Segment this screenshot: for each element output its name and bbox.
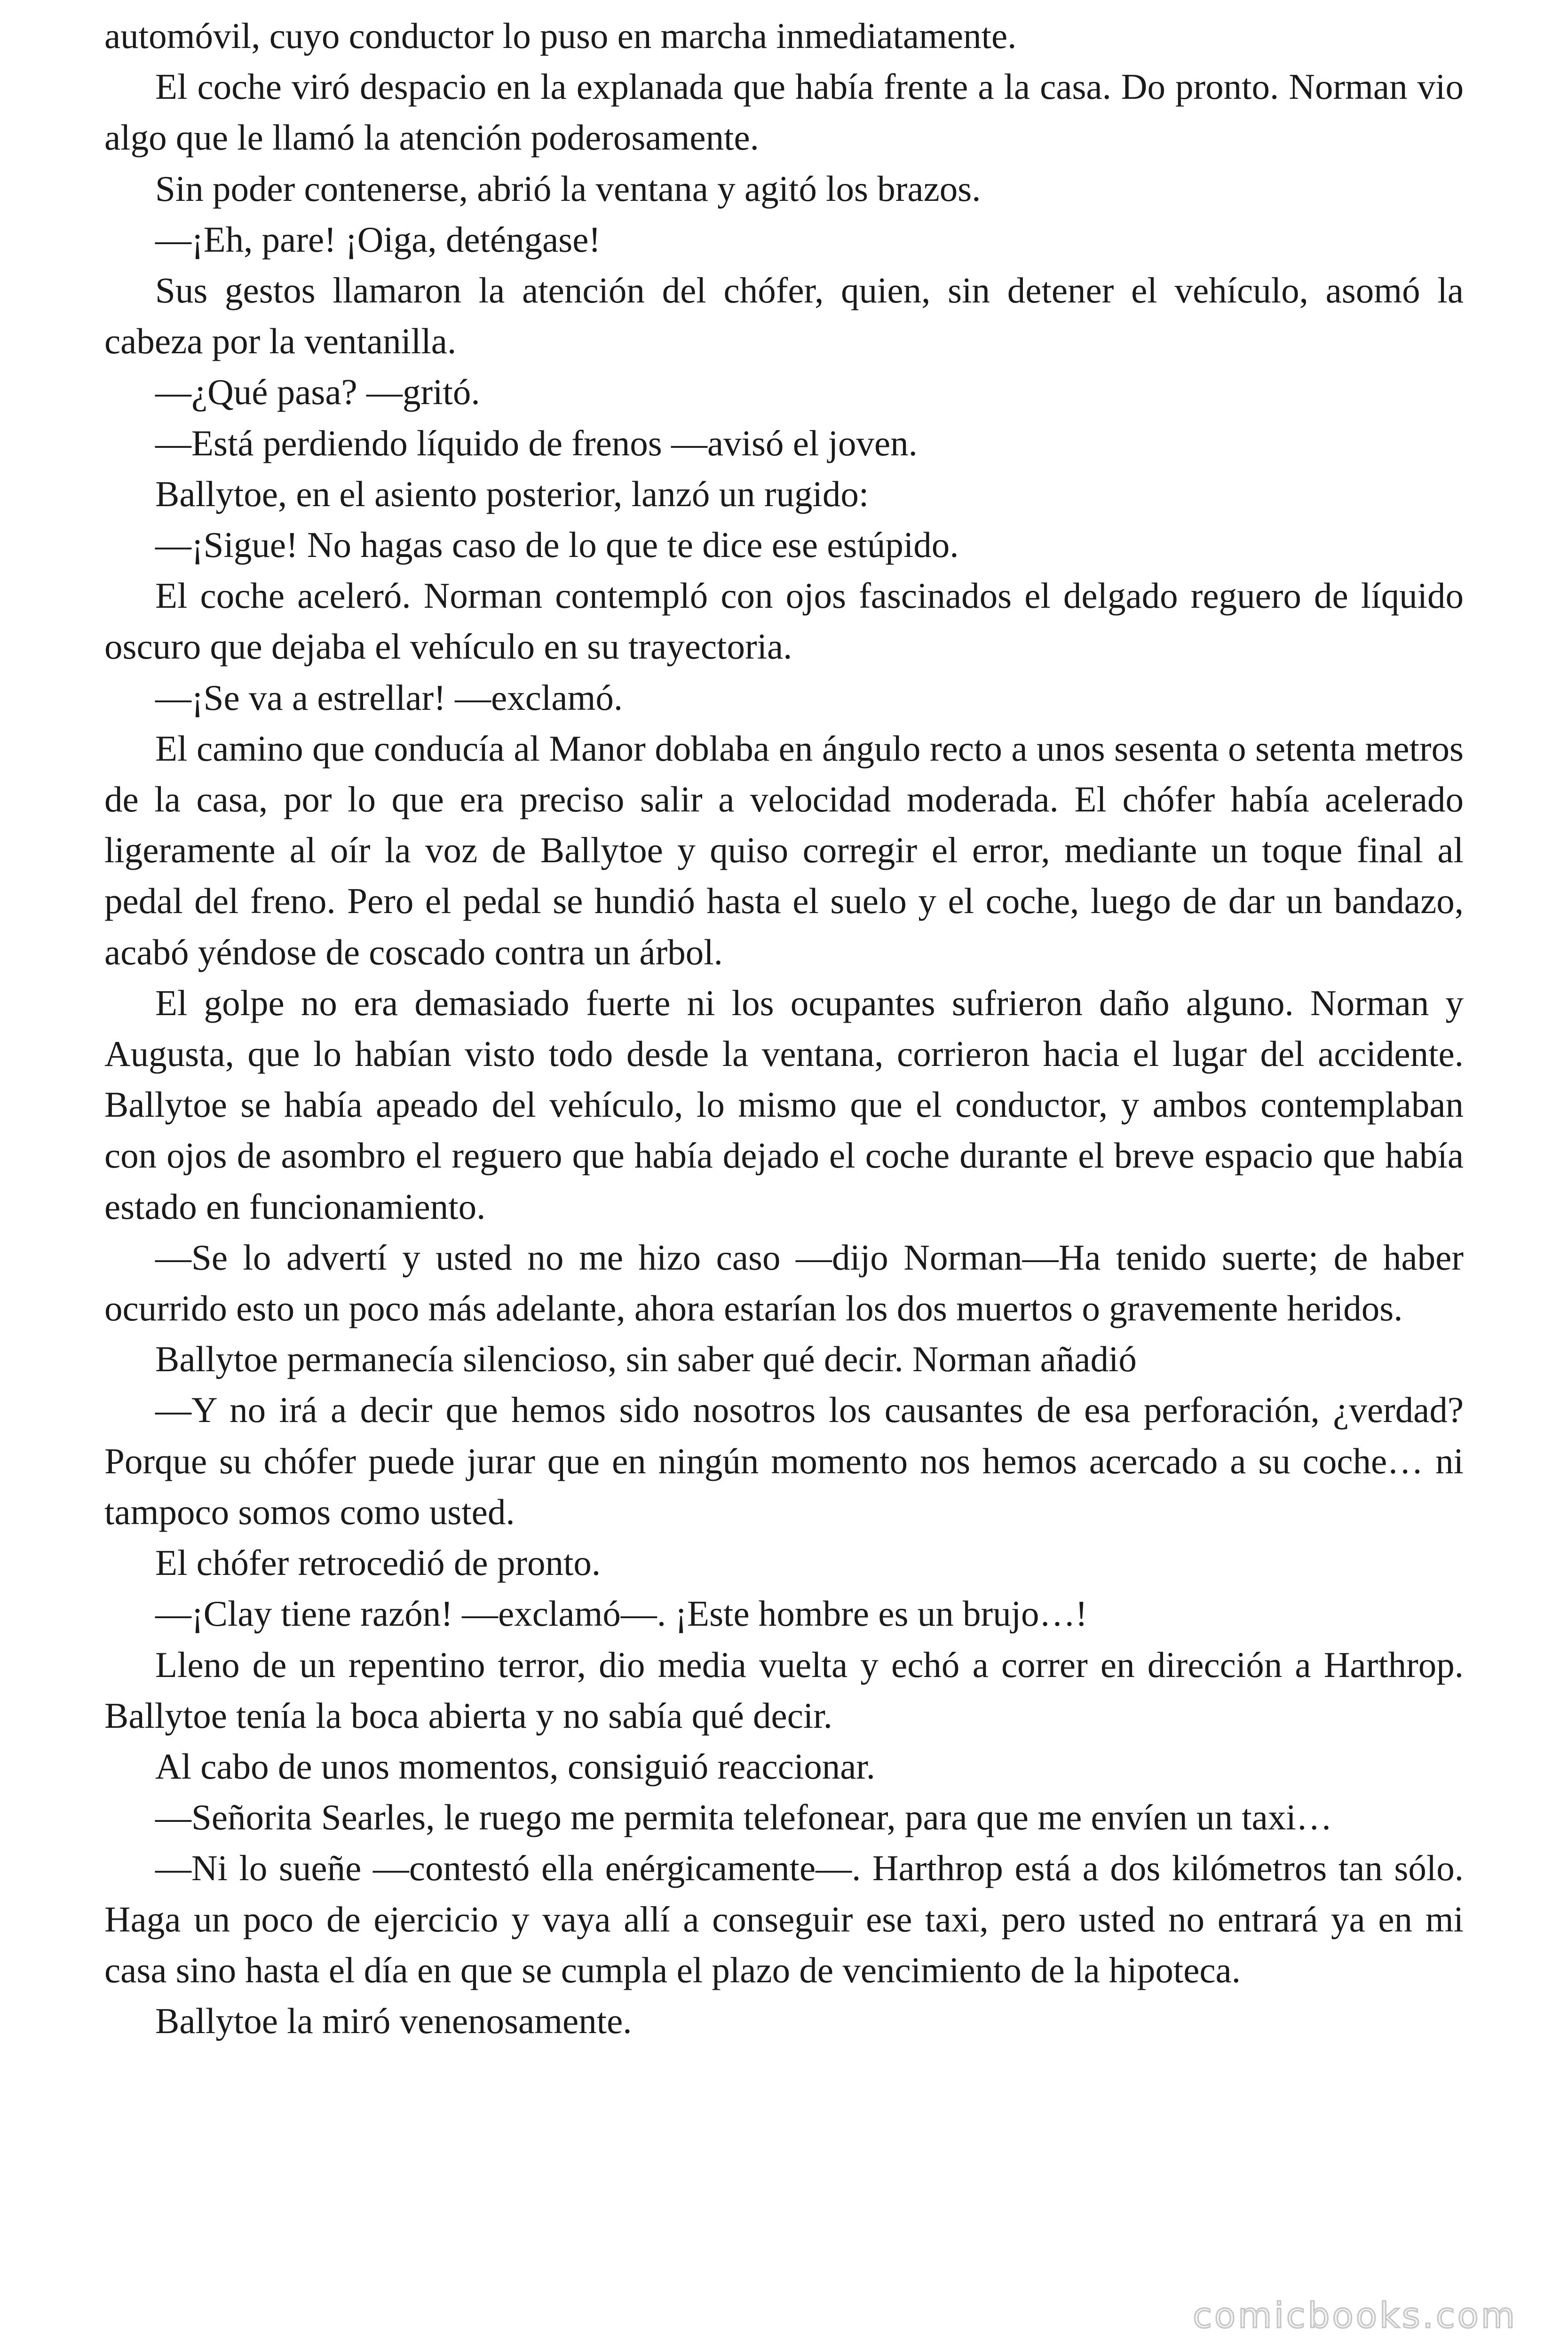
paragraph: —¡Clay tiene razón! —exclamó—. ¡Este hombre es un brujo…! [155, 1593, 1088, 1634]
paragraph: Ballytoe la miró venenosamente. [155, 2000, 632, 2041]
paragraph: —Está perdiendo líquido de frenos —avisó el joven. [155, 422, 918, 463]
paragraph: Lleno de un repentino terror, dio media vuelta y echó a correr en dirección a Harthrop. Ballytoe tenía la boca abierta y no sabía qué decir. [104, 1644, 1464, 1736]
paragraph: —Señorita Searles, le ruego me permita telefonear, para que me envíen un taxi… [155, 1797, 1332, 1838]
paragraph: —¡Eh, pare! ¡Oiga, deténgase! [155, 219, 601, 260]
page-text [104, 10, 1464, 2046]
paragraph: El camino que conducía al Manor doblaba en ángulo recto a unos sesenta o setenta metros de la casa, por lo que era preciso salir a velocidad moderada. El chófer había acelerado ligeramente al oír la voz de Ballytoe y quiso corregir el error, mediante un toque final al pedal del freno. Pero el pedal se hundió hasta el suelo y el coche, luego de dar un bandazo, acabó yéndose de coscado contra un árbol. [104, 728, 1464, 972]
paragraph: Ballytoe, en el asiento posterior, lanzó un rugido: [155, 473, 869, 514]
paragraph: Sin poder contenerse, abrió la ventana y agitó los brazos. [155, 168, 981, 209]
paragraph: —Se lo advertí y usted no me hizo caso —dijo Norman—Ha tenido suerte; de haber ocurrido esto un poco más adelante, ahora estarían los dos muertos o gravemente heridos. [104, 1237, 1464, 1329]
paragraph: Ballytoe permanecía silencioso, sin saber qué decir. Norman añadió [155, 1339, 1137, 1380]
paragraph: —¡Sigue! No hagas caso de lo que te dice ese estúpido. [155, 524, 959, 565]
paragraph: —¿Qué pasa? —gritó. [155, 372, 480, 413]
paragraph: automóvil, cuyo conductor lo puso en marcha inmediatamente. [104, 16, 1017, 56]
paragraph: Al cabo de unos momentos, consiguió reaccionar. [155, 1746, 876, 1787]
paragraph: El coche aceleró. Norman contempló con ojos fascinados el delgado reguero de líquido oscuro que dejaba el vehículo en su trayectoria. [104, 575, 1464, 667]
paragraph: El chófer retrocedió de pronto. [155, 1542, 601, 1583]
watermark: comicbooks.com [1193, 2296, 1517, 2336]
paragraph: —Y no irá a decir que hemos sido nosotros los causantes de esa perforación, ¿verdad? Porque su chófer puede jurar que en ningún momento nos hemos acercado a su coche… ni tampoco somos como usted. [104, 1390, 1464, 1532]
paragraph: —Ni lo sueñe —contestó ella enérgicamente—. Harthrop está a dos kilómetros tan sólo. Haga un poco de ejercicio y vaya allí a conseguir ese taxi, pero usted no entrará ya en mi casa sino hasta el día en que se cumpla el plazo de vencimiento de la hipoteca. [104, 1848, 1464, 1990]
paragraph: El golpe no era demasiado fuerte ni los ocupantes sufrieron daño alguno. Norman y Augusta, que lo habían visto todo desde la ventana, corrieron hacia el lugar del accidente. Ballytoe se había apeado del vehículo, lo mismo que el conductor, y ambos contemplaban con ojos de asombro el reguero que había dejado el coche durante el breve espacio que había estado en funcionamiento. [104, 982, 1464, 1227]
paragraph: Sus gestos llamaron la atención del chófer, quien, sin detener el vehículo, asomó la cabeza por la ventanilla. [104, 270, 1464, 362]
paragraph: —¡Se va a estrellar! —exclamó. [155, 677, 623, 718]
paragraph: El coche viró despacio en la explanada que había frente a la casa. Do pronto. Norman vio algo que le llamó la atención poderosamente. [104, 66, 1464, 158]
